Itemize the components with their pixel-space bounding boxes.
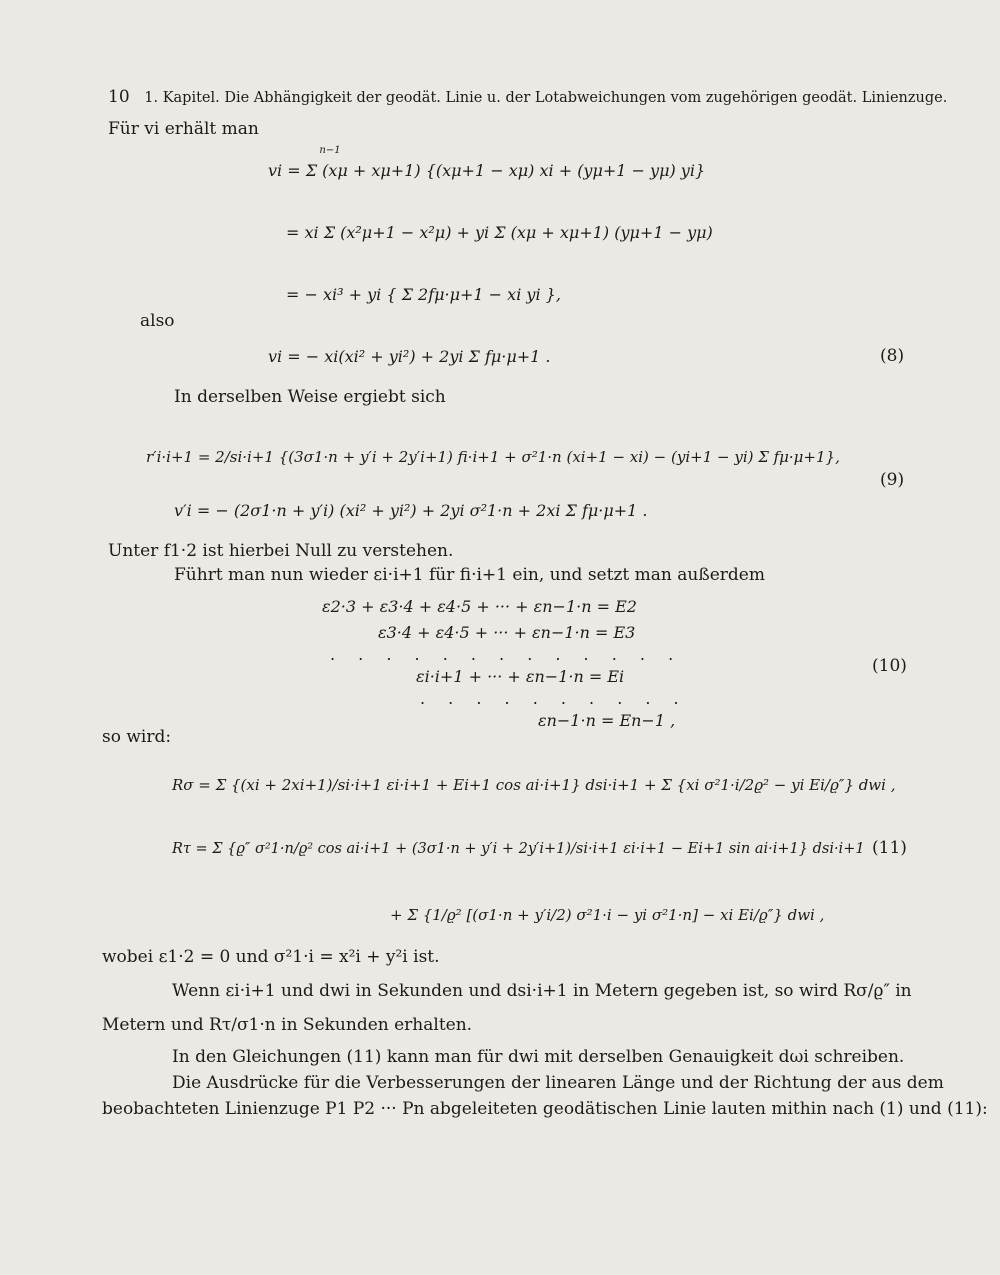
equation-vi-line2: = xi Σ (x²μ+1 − x²μ) + yi Σ (xμ + xμ+1) (yμ+1 − yμ) [286,223,713,242]
equation-10-line4: εn−1·n = En−1 , [538,711,676,730]
equation-11c: + Σ {1/ϱ² [(σ1·n + y′i/2) σ²1·i − yi σ²1·n] − xi Ei/ϱ″} dwi , [390,906,825,924]
running-title: 1. Kapitel. Die Abhängigkeit der geodät. Linie u. der Lotabweichungen vom zugehörigen geodät. Linienzuge. [144,90,948,106]
paragraph-so-wird: so wird: [102,727,172,747]
paragraph-unter: Unter f1·2 ist hierbei Null zu verstehen. [108,541,454,561]
paragraph-wenn-line1: Wenn εi·i+1 und dwi in Sekunden und dsi·i+1 in Metern gegeben ist, so wird Rσ/ϱ″ in [172,981,912,1001]
equation-10-line3: εi·i+1 + ··· + εn−1·n = Ei [416,667,625,686]
paragraph-gleichungen: In den Gleichungen (11) kann man für dwi mit derselben Genauigkeit dωi schreiben. [172,1047,905,1067]
equation-label-11: (11) [872,838,907,858]
paragraph-fuehrt: Führt man nun wieder εi·i+1 für fi·i+1 ein, und setzt man außerdem [174,565,765,585]
equation-8: vi = − xi(xi² + yi²) + 2yi Σ fμ·μ+1 . [268,347,551,366]
equation-vi-line1: vi = Σ (xμ + xμ+1) {(xμ+1 − xμ) xi + (yμ+1 − yμ) yi} [268,161,706,180]
paragraph-derselben: In derselben Weise ergiebt sich [174,387,446,407]
dot-leader: . . . . . . . . . . [420,689,688,708]
equation-9b: v′i = − (2σ1·n + y′i) (xi² + yi²) + 2yi σ²1·n + 2xi Σ fμ·μ+1 . [174,501,648,520]
sum-symbol: n−1 [319,145,341,156]
equation-label-10: (10) [872,656,907,676]
equation-label-9: (9) [880,470,905,490]
paragraph-intro: Für vi erhält man [108,119,259,139]
equation-10-line1: ε2·3 + ε3·4 + ε4·5 + ··· + εn−1·n = E2 [322,597,637,616]
paragraph-ausdruecke-line2: beobachteten Linienzuge P1 P2 ··· Pn abgeleiteten geodätischen Linie lauten mithin nach (1) und (11): [102,1099,988,1119]
dot-leader: . . . . . . . . . . . . . [330,645,683,664]
equation-11b: Rτ = Σ {ϱ″ σ²1·n/ϱ² cos ai·i+1 + (3σ1·n + y′i + 2y′i+1)/si·i+1 εi·i+1 − Ei+1 sin ai·i+1} dsi·i+1 [172,841,865,857]
page-number: 10 [108,87,130,107]
also-word: also [140,311,175,331]
equation-label-8: (8) [880,346,905,366]
equation-vi-line3: = − xi³ + yi { Σ 2fμ·μ+1 − xi yi }, [286,285,561,304]
equation-11a: Rσ = Σ {(xi + 2xi+1)/si·i+1 εi·i+1 + Ei+1 cos ai·i+1} dsi·i+1 + Σ {xi σ²1·i/2ϱ² − yi Ei/ϱ″} dwi , [172,776,896,794]
equation-9a: r′i·i+1 = 2/si·i+1 {(3σ1·n + y′i + 2y′i+1) fi·i+1 + σ²1·n (xi+1 − xi) − (yi+1 − yi) Σ fμ·μ+1}, [146,448,840,466]
running-header [108,86,947,109]
paragraph-wobei: wobei ε1·2 = 0 und σ²1·i = x²i + y²i ist. [102,947,440,967]
paragraph-wenn-line2: Metern und Rτ/σ1·n in Sekunden erhalten. [102,1015,473,1035]
paragraph-ausdruecke-line1: Die Ausdrücke für die Verbesserungen der linearen Länge und der Richtung der aus dem [172,1073,944,1093]
equation-10-line2: ε3·4 + ε4·5 + ··· + εn−1·n = E3 [378,623,636,642]
